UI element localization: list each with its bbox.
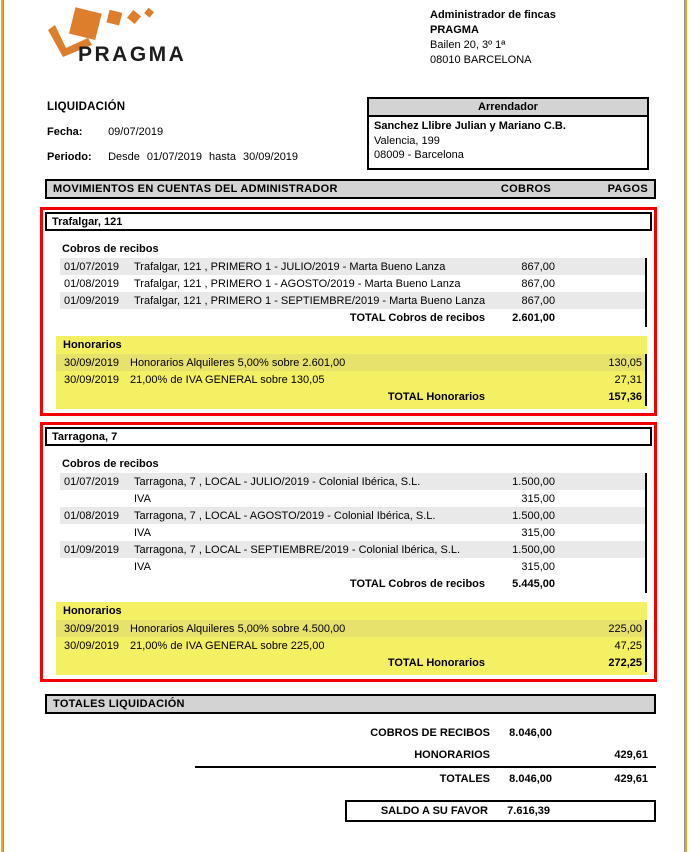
honorarios-total-value: 157,36 <box>608 391 642 403</box>
table-row <box>60 558 645 575</box>
honorarios-block <box>56 602 647 675</box>
honorarios-title: Honorarios <box>63 339 122 351</box>
liquidacion-info <box>45 95 656 179</box>
column-header-cobros: COBROS <box>500 183 551 195</box>
honorarios-total-row <box>56 388 645 406</box>
honorarios-table <box>56 354 647 406</box>
row-cobros-value: 315,00 <box>521 526 555 539</box>
row-description: IVA <box>134 492 151 505</box>
row-date: 01/09/2019 <box>64 294 120 307</box>
table-row <box>56 354 645 371</box>
totales-header-bar <box>45 694 656 714</box>
arrendador-details <box>369 117 647 168</box>
honorarios-total-value: 272,25 <box>608 657 642 669</box>
saldo-spacer <box>550 805 646 817</box>
row-cobros-value: 867,00 <box>521 294 556 307</box>
row-cobros-value: 1.500,00 <box>512 543 555 556</box>
row-description: Trafalgar, 121 , PRIMERO 1 - SEPTIEMBRE/2019 - Marta Bueno Lanza <box>134 294 486 307</box>
table-row <box>56 371 645 388</box>
cobros-total-label: TOTAL Cobros de recibos <box>349 578 485 590</box>
periodo-line <box>47 151 298 163</box>
movimientos-header-bar <box>45 179 656 199</box>
totales-title: TOTALES LIQUIDACIÓN <box>53 698 185 710</box>
company-line: PRAGMA <box>430 24 479 36</box>
totals-summary <box>45 722 656 790</box>
row-description: Tarragona, 7 , LOCAL - SEPTIEMBRE/2019 - Colonial Ibérica, S.L. <box>134 543 461 556</box>
fecha-value: 09/07/2019 <box>108 126 164 138</box>
cobros-total-value: 2.601,00 <box>512 312 555 324</box>
row-description: Honorarios Alquileres 5,00% sobre 2.601,00 <box>130 356 346 369</box>
totals-pagos-value: 429,61 <box>614 773 648 785</box>
property-title: Tarragona, 7 <box>45 427 652 446</box>
table-row <box>56 620 645 637</box>
honorarios-block <box>56 336 647 409</box>
honorarios-total-label: TOTAL Honorarios <box>387 391 485 403</box>
row-date: 30/09/2019 <box>64 356 120 369</box>
row-pagos-value: 27,31 <box>614 373 642 386</box>
page-left-border <box>1 0 4 852</box>
row-cobros-value: 867,00 <box>521 277 555 290</box>
arrendador-address: Valencia, 199 <box>374 134 440 147</box>
row-date: 30/09/2019 <box>64 373 120 386</box>
table-row <box>60 524 645 541</box>
company-address-block <box>430 8 556 68</box>
table-row <box>56 637 645 654</box>
totals-row <box>45 722 656 744</box>
honorarios-title: Honorarios <box>63 605 122 617</box>
honorarios-total-label: TOTAL Honorarios <box>387 657 485 669</box>
row-pagos-value: 47,25 <box>614 639 642 652</box>
arrendador-box <box>367 97 649 170</box>
cobros-total-row <box>60 575 645 593</box>
arrendador-name: Sanchez Llibre Julian y Mariano C.B. <box>374 120 566 132</box>
company-line: Administrador de fincas <box>430 9 556 21</box>
row-date: 01/09/2019 <box>64 543 120 556</box>
row-date: 01/07/2019 <box>64 260 120 273</box>
arrendador-box-title: Arrendador <box>369 99 647 117</box>
company-line: 08010 BARCELONA <box>430 54 532 66</box>
row-date: 01/08/2019 <box>64 509 120 522</box>
row-date: 30/09/2019 <box>64 639 120 652</box>
totals-cobros-value: 8.046,00 <box>509 727 552 739</box>
row-description: 21,00% de IVA GENERAL sobre 130,05 <box>130 373 325 386</box>
row-cobros-value: 1.500,00 <box>512 475 555 488</box>
cobros-subheader: Cobros de recibos <box>62 458 159 470</box>
table-row <box>60 541 645 558</box>
cobros-total-row <box>60 309 645 327</box>
row-pagos-value: 130,05 <box>608 356 642 369</box>
row-description: Tarragona, 7 , LOCAL - JULIO/2019 - Colonial Ibérica, S.L. <box>134 475 421 488</box>
saldo-value: 7.616,39 <box>507 805 550 817</box>
totals-pagos-value: 429,61 <box>614 749 648 761</box>
liquidacion-title: LIQUIDACIÓN <box>47 101 126 113</box>
fecha-label: Fecha: <box>47 126 83 138</box>
page-right-border <box>684 0 687 852</box>
cobros-table <box>60 473 647 593</box>
totals-row-label: TOTALES <box>439 773 490 785</box>
saldo-label: SALDO A SU FAVOR <box>380 805 488 817</box>
totals-row <box>45 768 656 790</box>
cobros-subheader: Cobros de recibos <box>62 243 159 255</box>
document-header <box>45 0 656 95</box>
table-row <box>60 490 645 507</box>
row-description: IVA <box>134 560 151 573</box>
property-section <box>40 207 657 416</box>
cobros-total-label: TOTAL Cobros de recibos <box>349 312 485 324</box>
row-cobros-value: 315,00 <box>521 560 555 573</box>
row-description: Trafalgar, 121 , PRIMERO 1 - JULIO/2019 - Marta Bueno Lanza <box>134 260 446 273</box>
row-description: Tarragona, 7 , LOCAL - AGOSTO/2019 - Colonial Ibérica, S.L. <box>134 509 436 522</box>
property-section <box>40 422 657 682</box>
column-header-pagos: PAGOS <box>607 183 648 195</box>
row-description: IVA <box>134 526 151 539</box>
cobros-table <box>60 258 647 327</box>
row-date: 30/09/2019 <box>64 622 120 635</box>
movimientos-title: MOVIMIENTOS EN CUENTAS DEL ADMINISTRADOR <box>53 183 338 195</box>
property-title: Trafalgar, 121 <box>45 212 652 231</box>
table-row <box>60 473 645 490</box>
row-date: 01/08/2019 <box>64 277 120 290</box>
honorarios-table <box>56 620 647 672</box>
periodo-value: Desde 01/07/2019 hasta 30/09/2019 <box>108 151 299 163</box>
cobros-total-value: 5.445,00 <box>512 578 555 590</box>
company-line: Bailen 20, 3º 1ª <box>430 39 506 51</box>
row-date: 01/07/2019 <box>64 475 120 488</box>
document-content <box>45 0 656 822</box>
row-description: Honorarios Alquileres 5,00% sobre 4.500,00 <box>130 622 346 635</box>
table-row <box>60 258 645 275</box>
table-row <box>60 275 645 292</box>
table-row <box>60 507 645 524</box>
property-sections <box>45 207 656 682</box>
row-cobros-value: 867,00 <box>521 260 555 273</box>
honorarios-total-row <box>56 654 645 672</box>
pragma-logo <box>42 6 212 66</box>
fecha-line <box>47 126 163 138</box>
row-cobros-value: 1.500,00 <box>512 509 555 522</box>
row-description: Trafalgar, 121 , PRIMERO 1 - AGOSTO/2019 - Marta Bueno Lanza <box>134 277 461 290</box>
row-pagos-value: 225,00 <box>608 622 642 635</box>
saldo-box <box>345 800 656 822</box>
totals-row <box>45 744 656 766</box>
row-cobros-value: 315,00 <box>521 492 555 505</box>
table-row <box>60 292 645 309</box>
arrendador-address: 08009 - Barcelona <box>374 149 464 161</box>
totals-cobros-value: 8.046,00 <box>509 773 552 785</box>
logo-wordmark: PRAGMA <box>78 43 187 66</box>
totals-row-label: HONORARIOS <box>414 749 490 761</box>
row-description: 21,00% de IVA GENERAL sobre 225,00 <box>130 639 325 652</box>
totals-row-label: COBROS DE RECIBOS <box>370 727 490 739</box>
periodo-label: Periodo: <box>47 151 92 163</box>
